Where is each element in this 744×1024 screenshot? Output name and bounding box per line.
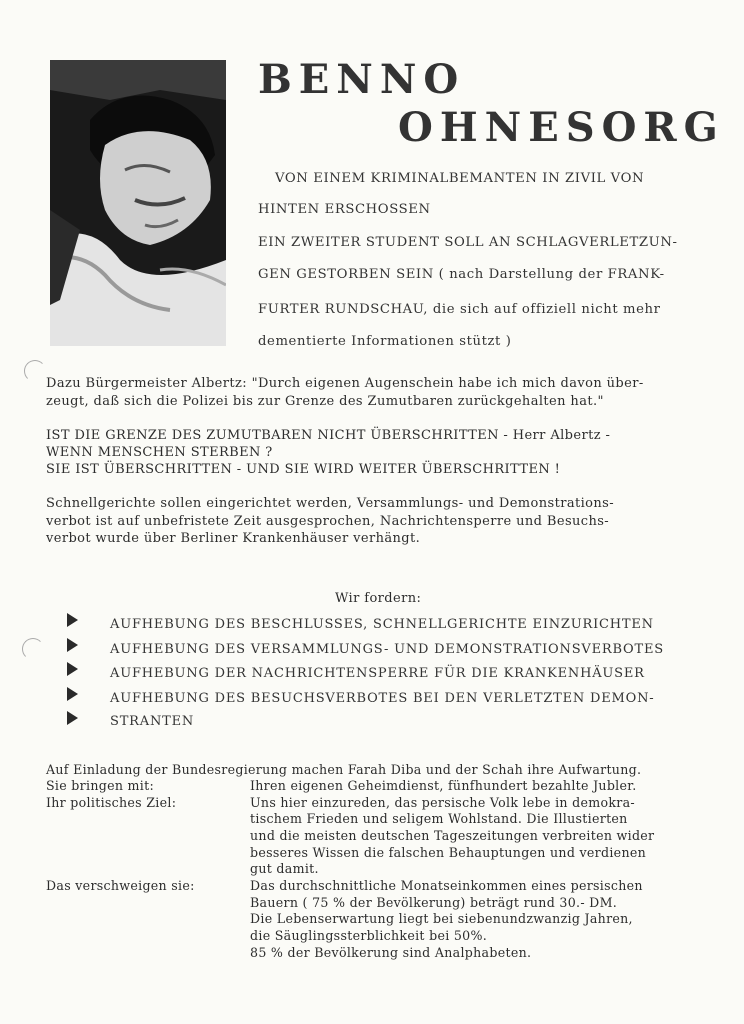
shah-row-label: Ihr politisches Ziel:: [46, 795, 177, 810]
caption-line: dementierte Informationen stützt ): [258, 334, 512, 349]
shah-intro: Auf Einladung der Bundesregierung machen Farah Diba und der Schah ihre Aufwartung.: [46, 762, 642, 777]
shah-row-text: Uns hier einzureden, das persische Volk lebe in demokra-: [250, 795, 635, 810]
shah-row-text: besseres Wissen die falschen Behauptungen und verdienen: [250, 845, 647, 860]
bullet-arrow-icon: [67, 687, 78, 701]
demand-item: AUFHEBUNG DER NACHRICHTENSPERRE FÜR DIE KRANKENHÄUSER: [110, 666, 645, 681]
shah-row-text: und die meisten deutschen Tageszeitungen verbreiten wider: [250, 828, 655, 843]
shah-row-text: Die Lebenserwartung liegt bei siebenundzwanzig Jahren,: [250, 911, 633, 926]
demand-item: STRANTEN: [110, 714, 195, 729]
caption-line: EIN ZWEITER STUDENT SOLL AN SCHLAGVERLETZUN-: [258, 235, 678, 250]
shah-row-label: Sie bringen mit:: [46, 778, 155, 793]
shah-row-text: Bauern ( 75 % der Bevölkerung) beträgt rund 30.- DM.: [250, 895, 618, 910]
caption-line: GEN GESTORBEN SEIN ( nach Darstellung der FRANK-: [258, 267, 665, 282]
quote-line: zeugt, daß sich die Polizei bis zur Grenze des Zumutbaren zurückgehalten hat.": [46, 394, 604, 409]
shah-row-text: tischem Frieden und seligem Wohlstand. Die Illustierten: [250, 811, 628, 826]
bullet-arrow-icon: [67, 613, 78, 627]
portrait-photo: [50, 60, 226, 346]
question-line: WENN MENSCHEN STERBEN ?: [46, 445, 273, 460]
punch-hole: [22, 638, 44, 660]
shah-row-text: gut damit.: [250, 861, 319, 876]
measures-line: Schnellgerichte sollen eingerichtet werden, Versammlungs- und Demonstrations-: [46, 496, 615, 511]
question-line: IST DIE GRENZE DES ZUMUTBAREN NICHT ÜBERSCHRITTEN - Herr Albertz -: [46, 428, 611, 443]
caption-line: FURTER RUNDSCHAU, die sich auf offiziell nicht mehr: [258, 302, 661, 317]
caption-line: HINTEN ERSCHOSSEN: [258, 202, 431, 217]
quote-line: Dazu Bürgermeister Albertz: "Durch eigenen Augenschein habe ich mich davon über-: [46, 376, 644, 391]
measures-line: verbot ist auf unbefristete Zeit ausgesprochen, Nachrichtensperre und Besuchs-: [46, 514, 610, 529]
shah-row-label: Das verschweigen sie:: [46, 878, 195, 893]
measures-line: verbot wurde über Berliner Krankenhäuser verhängt.: [46, 531, 421, 546]
demand-item: AUFHEBUNG DES VERSAMMLUNGS- UND DEMONSTRATIONSVERBOTES: [110, 642, 664, 657]
shah-row-text: Das durchschnittliche Monatseinkommen eines persischen: [250, 878, 643, 893]
demand-item: AUFHEBUNG DES BESUCHSVERBOTES BEI DEN VERLETZTEN DEMON-: [110, 691, 655, 706]
shah-row-text: die Säuglingssterblichkeit bei 50%.: [250, 928, 488, 943]
bullet-arrow-icon: [67, 711, 78, 725]
title-last-name: OHNESORG: [398, 104, 725, 151]
demands-heading: Wir fordern:: [335, 591, 422, 606]
demand-item: AUFHEBUNG DES BESCHLUSSES, SCHNELLGERICHTE EINZURICHTEN: [110, 617, 654, 632]
punch-hole: [24, 360, 46, 382]
bullet-arrow-icon: [67, 638, 78, 652]
shah-row-text: 85 % der Bevölkerung sind Analphabeten.: [250, 945, 532, 960]
photo-image: [50, 60, 226, 346]
title-first-name: BENNO: [258, 56, 466, 103]
bullet-arrow-icon: [67, 662, 78, 676]
shah-row-text: Ihren eigenen Geheimdienst, fünfhundert bezahlte Jubler.: [250, 778, 637, 793]
question-line: SIE IST ÜBERSCHRITTEN - UND SIE WIRD WEITER ÜBERSCHRITTEN !: [46, 462, 561, 477]
caption-line: VON EINEM KRIMINALBEMANTEN IN ZIVIL VON: [275, 171, 645, 186]
